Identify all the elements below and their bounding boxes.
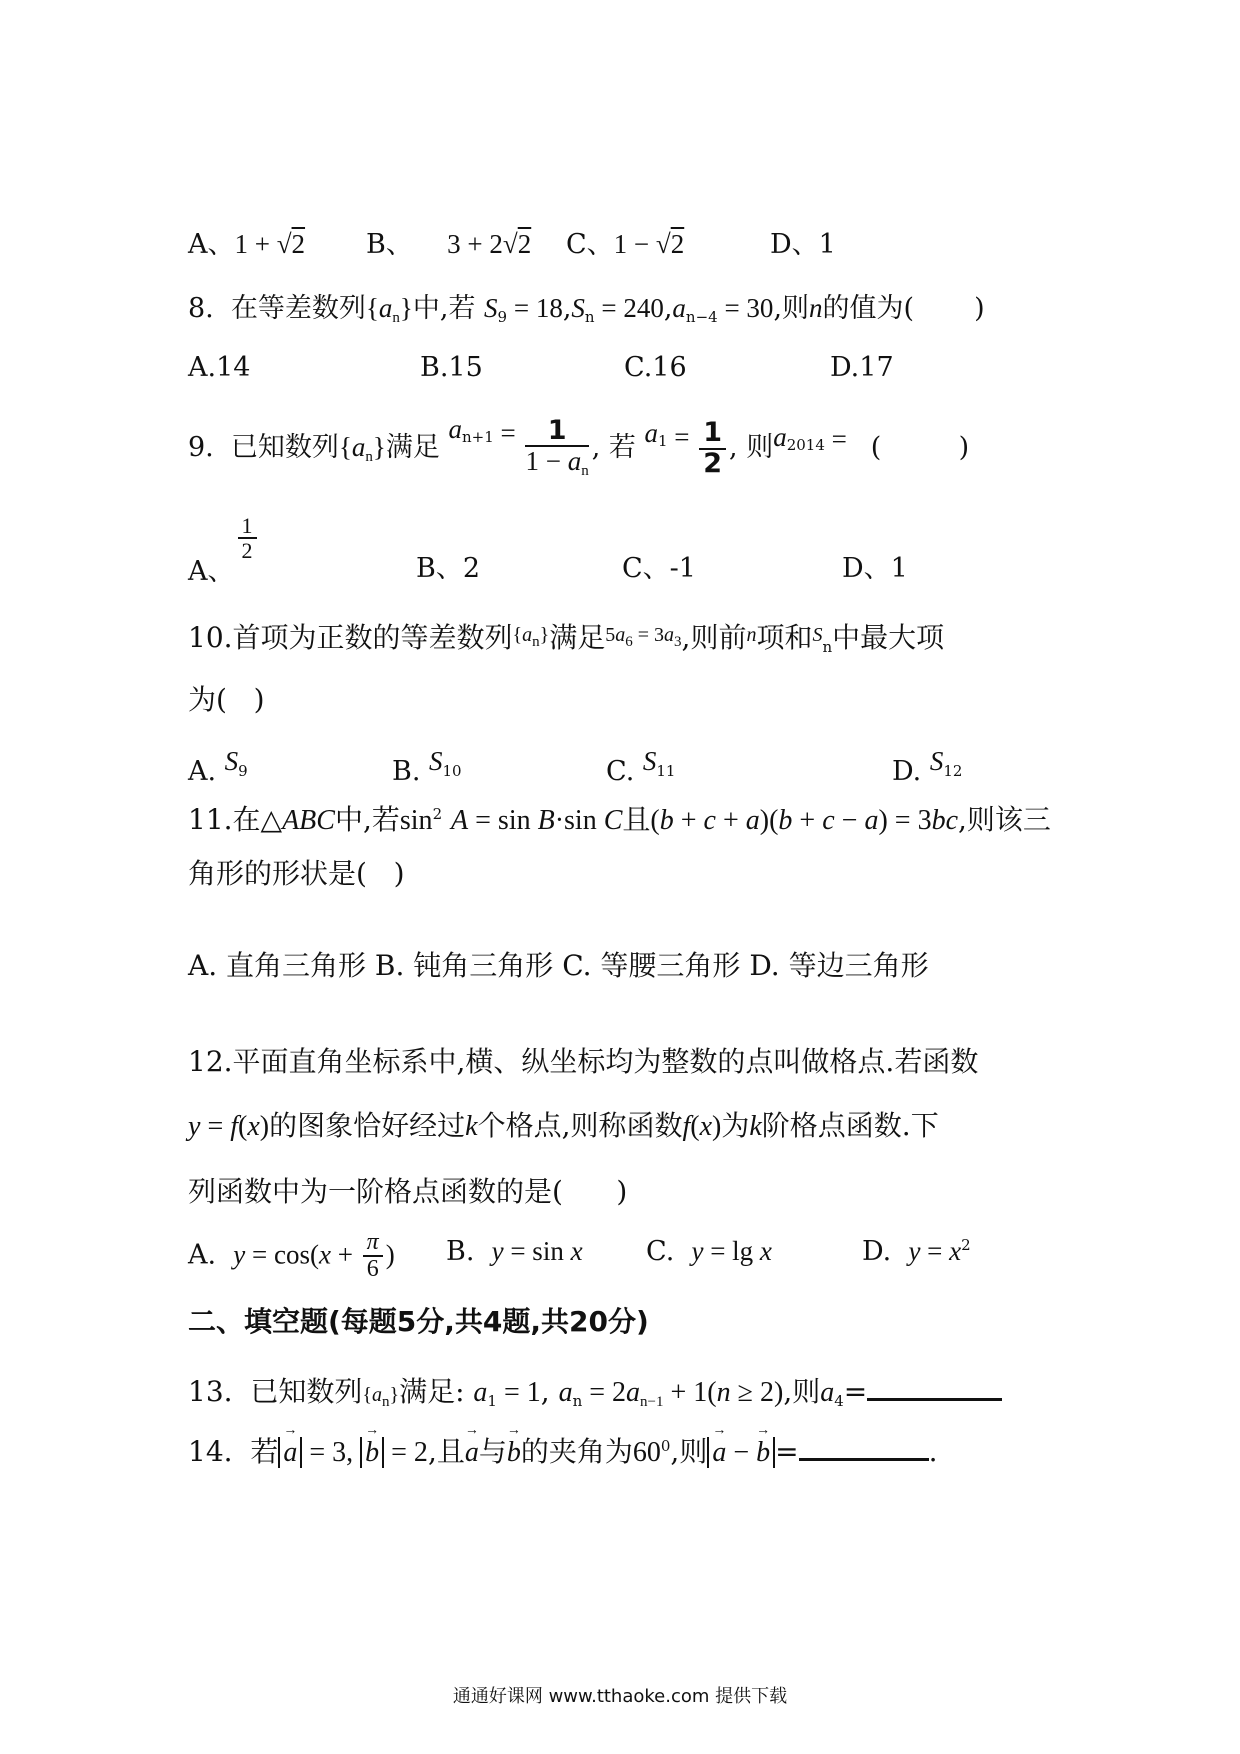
section-title: 二、填空题(每题5分,共4题,共20分) [188,1305,649,1338]
q7-option-a: A、1 + √2 [188,229,306,260]
q12-option-a: A. y = cos(x + $\frac{\pi}{6}$ ) [188,1229,395,1283]
q14-stem: 14. 若→ a = 3, → b = 2,且→ a与→ b的夹角为$60^0$,则→ a − → b = . [188,1430,938,1470]
q8-option-c: C.16 [624,352,687,383]
q11-stem-line2: 角形的形状是( ) [188,857,405,890]
q8-stem: 8. 在等差数列$\{a_n\}$中,若 $S_9 = 18,S_n = 240,a_{n-4} = 30$,则n的值为( ) [188,293,985,326]
q13-answer-blank[interactable] [867,1398,1002,1401]
footer-source: 通通好课网 www.tthaoke.com 提供下载 [452,1686,788,1707]
q12-stem-line3: 列函数中为一阶格点函数的是( ) [188,1175,628,1208]
q8-option-b: B.15 [420,352,483,383]
q12-stem-line2: y = f(x)的图象恰好经过k个格点,则称函数f(x)为k阶格点函数.下 [188,1109,939,1142]
q10-option-c: C. $S_{11}$ [606,746,676,787]
q9-option-d: D、1 [842,553,908,584]
q12-option-d: D. $y = x^2$ [862,1236,971,1267]
q10-option-d: D. $S_{12}$ [892,746,963,787]
q10-option-b: B. $S_{10}$ [392,746,462,787]
q12-stem-line1: 12.平面直角坐标系中,横、纵坐标均为整数的点叫做格点.若函数 [188,1045,979,1078]
q12-option-c: C. y = lg x [646,1236,772,1267]
q10-option-a: A. $S_9$ [188,746,248,787]
q9-option-a: A、 $\frac{1}{2}$ [188,514,260,588]
q9-option-c: C、-1 [622,553,696,584]
q7-option-d: D、1 [770,229,836,260]
q9-option-b: B、2 [416,553,481,584]
q10-stem-line1: 10.首项为正数的等差数列$^{\{a_n\}}$满足$^{5a_6 = 3a_3}$,则前$^n$项和$^S_n$中最大项 [188,621,945,656]
q11-stem-line1: 11.在△ABC中,若$\sin^2 A = \sin B\cdot\sin$ C且(b + c + a)(b + c − a) = 3bc,则该三 [188,803,1051,836]
q14-answer-blank[interactable] [799,1458,929,1461]
q13-stem: 13. 已知数列$\{a_n\}$满足: $a_1 = 1$, $a_n = 2a_{n-1} + 1(n \ge 2)$,则$a_4=$ [188,1370,1002,1411]
q10-stem-line2: 为( ) [188,683,265,716]
q11-options: A. 直角三角形 B. 钝角三角形 C. 等腰三角形 D. 等边三角形 [188,949,929,982]
q9-stem: 9. 已知数列$\{a_n\}$满足 $a_{n+1}$ = $\frac{1}{1 - a_n}$ , 若 $a_1$ = $\frac{1}{2}$ , 则$a_{2014}$ = ( ) [188,414,970,480]
q8-option-a: A.14 [188,352,251,383]
q7-option-b: B、 3 + 2√2 [366,229,532,260]
q12-option-b: B. y = sin x [446,1236,583,1267]
q7-option-c: C、1 − √2 [566,229,685,260]
q8-option-d: D.17 [830,352,894,383]
